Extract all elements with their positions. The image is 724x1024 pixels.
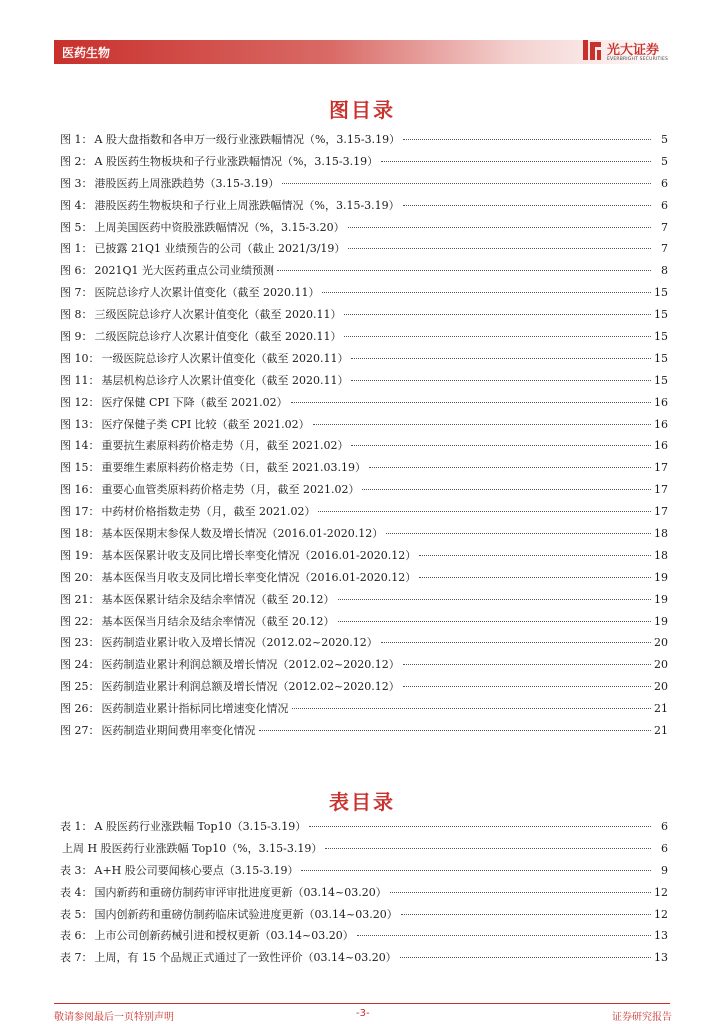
toc-page-number: 17 [654, 505, 668, 519]
table-toc-entry[interactable] [60, 860, 668, 882]
toc-page-number: 20 [654, 658, 668, 672]
toc-text: 上周 H 股医药行业涨跌幅 Top10（%，3.15-3.19） [62, 841, 323, 855]
page-number: -3- [356, 1008, 370, 1019]
dot-leader [277, 270, 651, 271]
toc-page-number: 5 [661, 133, 668, 146]
dot-leader [348, 227, 651, 228]
toc-page-number: 19 [654, 614, 668, 628]
toc-text: 基本医保当月结余及结余率情况（截至 20.12） [101, 614, 335, 628]
toc-text: 医药制造业累计利润总额及增长情况（2012.02~2020.12） [101, 658, 400, 672]
toc-label: 图 14： [60, 439, 100, 453]
dot-leader [322, 292, 651, 293]
figure-toc-entry[interactable] [60, 173, 668, 195]
toc-page-number: 21 [654, 702, 668, 716]
toc-page-number: 15 [654, 286, 668, 300]
dot-leader [381, 642, 651, 643]
dot-leader [344, 314, 651, 315]
toc-page-number: 16 [654, 417, 668, 431]
dot-leader [381, 161, 651, 162]
table-toc-entry[interactable] [60, 838, 668, 860]
dot-leader [369, 467, 651, 468]
tables-title: 表目录 [329, 790, 395, 814]
toc-label: 表 6： [60, 929, 93, 943]
logo-text: 光大证券 [607, 43, 660, 58]
toc-page-number: 5 [661, 154, 668, 168]
toc-text: 基本医保累计结余及结余率情况（截至 20.12） [101, 592, 335, 606]
toc-page-number: 17 [654, 483, 668, 497]
figure-toc-entry[interactable] [60, 545, 668, 567]
figure-toc-entry[interactable] [60, 567, 668, 589]
toc-text: 医疗保健 CPI 下降（截至 2021.02） [101, 395, 288, 409]
toc-page-number: 20 [654, 636, 668, 650]
toc-text: 基本医保累计收支及同比增长率变化情况（2016.01-2020.12） [101, 548, 417, 562]
dot-leader [419, 555, 651, 556]
toc-page-number: 7 [661, 242, 668, 256]
toc-label: 图 1： [60, 242, 93, 256]
figure-toc-entry[interactable] [60, 326, 668, 348]
dot-leader [338, 621, 652, 622]
toc-label: 图 8： [60, 308, 93, 322]
figure-toc-entry[interactable] [60, 304, 668, 326]
dot-leader [351, 445, 651, 446]
toc-text: 二级医院总诊疗人次累计值变化（截至 2020.11） [94, 330, 342, 344]
figure-toc-entry[interactable] [60, 129, 668, 151]
dot-leader [403, 686, 651, 687]
toc-text: 国内新药和重磅仿制药审评审批进度更新（03.14~03.20） [94, 885, 387, 899]
toc-label: 图 15： [60, 461, 100, 475]
dot-leader [351, 358, 651, 359]
toc-label: 图 17： [60, 505, 100, 519]
header-bar [54, 40, 670, 64]
toc-text: 2021Q1 光大医药重点公司业绩预测 [94, 264, 275, 278]
toc-text: 国内创新药和重磅仿制药临床试验进度更新（03.14~03.20） [94, 907, 398, 921]
toc-page-number: 13 [654, 951, 668, 965]
toc-label: 图 18： [60, 527, 100, 541]
toc-page-number: 8 [661, 264, 668, 278]
table-toc-entry[interactable] [60, 904, 668, 926]
toc-label: 表 5： [60, 907, 93, 921]
tables-list [60, 816, 668, 969]
toc-page-number: 13 [654, 929, 668, 943]
toc-label: 图 4： [60, 198, 93, 212]
toc-text: A 股医药行业涨跌幅 Top10（3.15-3.19） [94, 820, 307, 833]
toc-text: 基本医保当月收支及同比增长率变化情况（2016.01-2020.12） [101, 570, 417, 584]
toc-page-number: 18 [654, 548, 668, 562]
toc-page-number: 6 [661, 198, 668, 212]
toc-label: 图 1： [60, 133, 93, 146]
table-toc-entry[interactable] [60, 882, 668, 904]
toc-text: 基本医保期末参保人数及增长情况（2016.01-2020.12） [101, 527, 384, 541]
toc-text: 港股医药上周涨跌趋势（3.15-3.19） [94, 176, 280, 190]
dot-leader [291, 402, 651, 403]
toc-label: 图 13： [60, 417, 100, 431]
toc-label: 图 23： [60, 636, 100, 650]
dot-leader [403, 205, 651, 206]
toc-text: 重要抗生素原料药价格走势（月，截至 2021.02） [101, 439, 349, 453]
logo-mark-icon [581, 38, 603, 62]
footer-disclaimer: 敬请参阅最后一页特别声明 [54, 1012, 174, 1023]
toc-label: 图 19： [60, 548, 100, 562]
toc-label: 表 3： [60, 863, 93, 877]
toc-page-number: 16 [654, 395, 668, 409]
toc-text: A 股大盘指数和各申万一级行业涨跌幅情况（%，3.15-3.19） [94, 133, 401, 146]
toc-label: 图 16： [60, 483, 100, 497]
toc-page-number: 7 [661, 220, 668, 234]
figure-toc-entry[interactable] [60, 392, 668, 414]
company-logo [581, 38, 681, 68]
toc-text: 重要维生素原料药价格走势（日，截至 2021.03.19） [101, 461, 366, 475]
figure-toc-entry[interactable] [60, 435, 668, 457]
toc-label: 图 26： [60, 702, 100, 716]
toc-text: 上周，有 15 个品规正式通过了一致性评价（03.14~03.20） [94, 951, 397, 965]
logo-subtext: EVERBRIGHT SECURITIES [607, 57, 669, 62]
toc-page-number: 16 [654, 439, 668, 453]
table-toc-entry[interactable] [60, 947, 668, 969]
figure-toc-entry[interactable] [60, 589, 668, 611]
dot-leader [400, 957, 651, 958]
toc-page-number: 6 [661, 820, 668, 833]
dot-leader [357, 935, 651, 936]
toc-label: 表 1： [60, 820, 93, 833]
toc-text: A 股医药生物板块和子行业涨跌幅情况（%，3.15-3.19） [94, 154, 379, 168]
toc-text: A+H 股公司要闻核心要点（3.15-3.19） [94, 863, 299, 877]
dot-leader [386, 533, 651, 534]
toc-label: 图 5： [60, 220, 93, 234]
toc-page-number: 15 [654, 330, 668, 344]
footer-report-type: 证券研究报告 [612, 1012, 672, 1023]
dot-leader [325, 848, 651, 849]
figure-toc-entry[interactable] [60, 370, 668, 392]
figure-toc-entry[interactable] [60, 632, 668, 654]
figure-toc-entry[interactable] [60, 238, 668, 260]
toc-text: 已披露 21Q1 业绩预告的公司（截止 2021/3/19） [94, 242, 346, 256]
toc-page-number: 18 [654, 527, 668, 541]
dot-leader [313, 424, 651, 425]
toc-text: 上市公司创新药械引进和授权更新（03.14~03.20） [94, 929, 354, 943]
figure-toc-entry[interactable] [60, 457, 668, 479]
toc-label: 图 25： [60, 680, 100, 694]
toc-page-number: 17 [654, 461, 668, 475]
dot-leader [403, 139, 651, 140]
toc-label: 图 6： [60, 264, 93, 278]
toc-page-number: 9 [661, 863, 668, 877]
dot-leader [419, 577, 651, 578]
toc-page-number: 21 [654, 724, 668, 738]
dot-leader [390, 892, 651, 893]
toc-page-number: 15 [654, 373, 668, 387]
toc-label: 图 9： [60, 330, 93, 344]
dot-leader [403, 664, 651, 665]
figure-toc-entry[interactable] [60, 698, 668, 720]
toc-page-number: 19 [654, 570, 668, 584]
toc-text: 医药制造业累计利润总额及增长情况（2012.02~2020.12） [101, 680, 400, 694]
toc-page-number: 19 [654, 592, 668, 606]
section-label: 医药生物 [62, 46, 111, 60]
figure-toc-entry[interactable] [60, 260, 668, 282]
toc-page-number: 6 [661, 841, 668, 855]
toc-label: 表 7： [60, 951, 93, 965]
toc-label: 图 27： [60, 724, 100, 738]
dot-leader [362, 489, 651, 490]
dot-leader [301, 870, 651, 871]
figure-toc-entry[interactable] [60, 217, 668, 239]
figure-toc-entry[interactable] [60, 676, 668, 698]
dot-leader [292, 708, 652, 709]
toc-label: 图 7： [60, 286, 93, 300]
toc-label: 图 22： [60, 614, 100, 628]
toc-label: 图 21： [60, 592, 100, 606]
toc-text: 上周美国医药中资股涨跌幅情况（%，3.15-3.20） [94, 220, 345, 234]
toc-label: 图 2： [60, 154, 93, 168]
toc-label: 表 4： [60, 885, 93, 899]
figure-toc-entry[interactable] [60, 282, 668, 304]
dot-leader [351, 380, 651, 381]
toc-text: 一级医院总诊疗人次累计值变化（截至 2020.11） [101, 351, 349, 365]
toc-text: 医药制造业累计收入及增长情况（2012.02~2020.12） [101, 636, 378, 650]
table-toc-entry[interactable] [60, 925, 668, 947]
dot-leader [259, 730, 652, 731]
figure-toc-entry[interactable] [60, 611, 668, 633]
toc-text: 基层机构总诊疗人次累计值变化（截至 2020.11） [101, 373, 349, 387]
toc-page-number: 15 [654, 308, 668, 322]
figure-toc-entry[interactable] [60, 348, 668, 370]
figures-list [60, 129, 668, 742]
figure-toc-entry[interactable] [60, 414, 668, 436]
toc-text: 中药材价格指数走势（月，截至 2021.02） [101, 505, 316, 519]
table-toc-entry[interactable] [60, 816, 668, 838]
figure-toc-entry[interactable] [60, 523, 668, 545]
dot-leader [401, 914, 651, 915]
figure-toc-entry[interactable] [60, 195, 668, 217]
toc-label: 图 3： [60, 176, 93, 190]
dot-leader [344, 336, 651, 337]
toc-text: 医疗保健子类 CPI 比较（截至 2021.02） [101, 417, 310, 431]
toc-text: 三级医院总诊疗人次累计值变化（截至 2020.11） [94, 308, 342, 322]
dot-leader [309, 826, 651, 827]
toc-page-number: 20 [654, 680, 668, 694]
figure-toc-entry[interactable] [60, 654, 668, 676]
toc-page-number: 12 [654, 885, 668, 899]
toc-label: 图 12： [60, 395, 100, 409]
dot-leader [282, 183, 651, 184]
figure-toc-entry[interactable] [60, 501, 668, 523]
toc-label: 图 10： [60, 351, 100, 365]
toc-text: 重要心血管类原料药价格走势（月，截至 2021.02） [101, 483, 360, 497]
toc-text: 港股医药生物板块和子行业上周涨跌幅情况（%，3.15-3.19） [94, 198, 400, 212]
figure-toc-entry[interactable] [60, 720, 668, 742]
dot-leader [338, 599, 652, 600]
dot-leader [348, 248, 651, 249]
figure-toc-entry[interactable] [60, 479, 668, 501]
toc-label: 图 20： [60, 570, 100, 584]
dot-leader [318, 511, 651, 512]
toc-page-number: 6 [661, 176, 668, 190]
figure-toc-entry[interactable] [60, 151, 668, 173]
toc-label: 图 24： [60, 658, 100, 672]
toc-text: 医院总诊疗人次累计值变化（截至 2020.11） [94, 286, 320, 300]
footer-divider [54, 1003, 670, 1004]
toc-text: 医药制造业期间费用率变化情况 [101, 724, 256, 738]
toc-text: 医药制造业累计指标同比增速变化情况 [101, 702, 289, 716]
toc-page-number: 12 [654, 907, 668, 921]
toc-page-number: 15 [654, 351, 668, 365]
toc-label: 图 11： [60, 373, 100, 387]
figures-title: 图目录 [329, 98, 395, 122]
